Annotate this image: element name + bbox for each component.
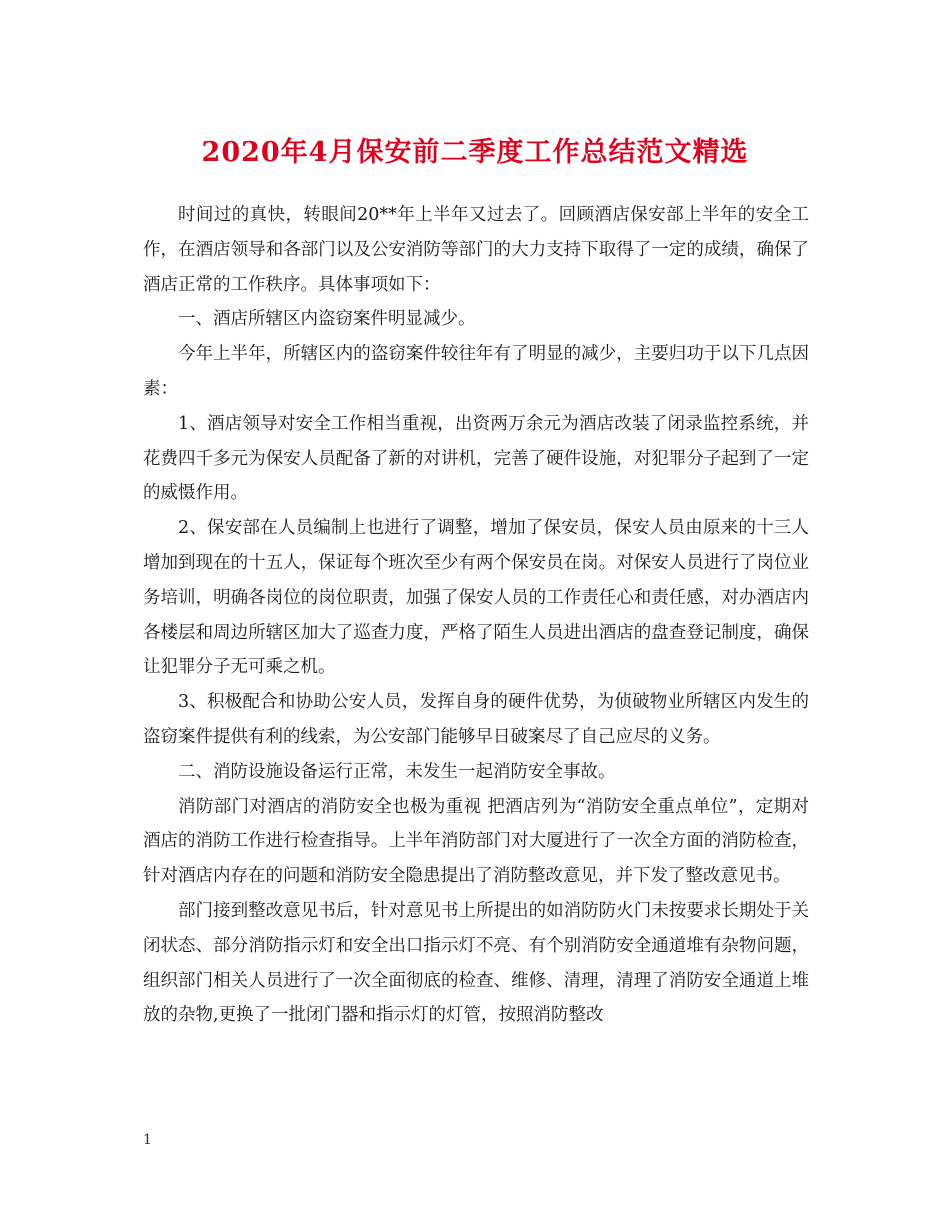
paragraph-section-heading-1: 一、酒店所辖区内盗窃案件明显减少。 [178, 309, 476, 330]
paragraph: 今年上半年，所辖区内的盗窃案件较往年有了明显的减少，主要归功于以下几点因素： [143, 344, 809, 399]
paragraph: 消防部门对酒店的消防安全也极为重视 把酒店列为“消防安全重点单位”，定期对酒店的消防工作进行检查指导。上半年消防部门对大厦进行了一次全方面的消防检查，针对酒店内存在的问题和消防安全隐患提出了消防整改意见，并下发了整改意见书。 [143, 796, 809, 887]
paragraph-section-heading-2: 二、消防设施设备运行正常，未发生一起消防安全事故。 [178, 761, 616, 782]
paragraph-item-2: 2、保安部在人员编制上也进行了调整，增加了保安员，保安人员由原来的十三人增加到现在的十五人，保证每个班次至少有两个保安员在岗。对保安人员进行了岗位业务培训，明确各岗位的岗位职责，加强了保安人员的工作责任心和责任感，对办酒店内各楼层和周边所辖区加大了巡查力度，严格了陌生人员进出酒店的盘查登记制度，确保让犯罪分子无可乘之机。 [143, 518, 809, 678]
paragraph-item-1: 1、酒店领导对安全工作相当重视，出资两万余元为酒店改装了闭录监控系统，并花费四千多元为保安人员配备了新的对讲机，完善了硬件设施，对犯罪分子起到了一定的威慑作用。 [143, 413, 809, 504]
paragraph: 部门接到整改意见书后，针对意见书上所提出的如消防防火门未按要求长期处于关闭状态、部分消防指示灯和安全出口指示灯不亮、有个别消防安全通道堆有杂物问题，组织部门相关人员进行了一次全面彻底的检查、维修、清理，清理了消防安全通道上堆放的杂物,更换了一批闭门器和指示灯的灯管，按照消防整改 [143, 900, 809, 1026]
paragraph-intro: 时间过的真快，转眼间20**年上半年又过去了。回顾酒店保安部上半年的安全工作，在酒店领导和各部门以及公安消防等部门的大力支持下取得了一定的成绩，确保了酒店正常的工作秩序。具体事项如下： [143, 205, 809, 295]
paragraph-item-3: 3、积极配合和协助公安人员，发挥自身的硬件优势，为侦破物业所辖区内发生的盗窃案件提供有利的线索，为公安部门能够早日破案尽了自己应尽的义务。 [143, 692, 809, 747]
document-title: 2020年4月保安前二季度工作总结范文精选 [201, 137, 749, 168]
page-number: 1 [143, 1132, 152, 1148]
document-body [143, 198, 809, 1033]
